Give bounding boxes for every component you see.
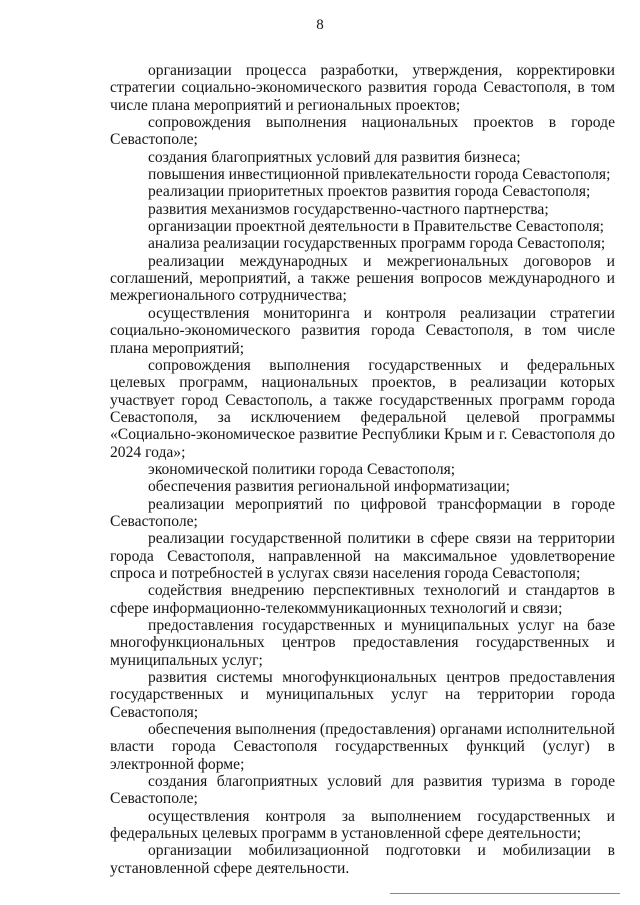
paragraph: сопровождения выполнения государственных и федеральных целевых программ, национальных проектов, в реализации которых участвует город Севастополь, а также государственных программ города Севастополя, за исключением федеральной целевой программы «Социально-экономическое развитие Республики Крым и г. Севастополя до 2024 года»; — [110, 356, 615, 461]
paragraph: содействия внедрению перспективных технологий и стандартов в сфере информационно-телекоммуникационных технологий и связи; — [110, 582, 615, 617]
paragraph: создания благоприятных условий для развития туризма в городе Севастополе; — [110, 773, 615, 808]
paragraph: создания благоприятных условий для развития бизнеса; — [148, 148, 521, 166]
document-body — [110, 62, 615, 877]
paragraph: осуществления контроля за выполнением государственных и федеральных целевых программ в установленной сфере деятельности; — [110, 807, 615, 843]
paragraph: развития системы многофункциональных центров предоставления государственных и муниципальных услуг на территории города Севастополя; — [110, 669, 615, 721]
paragraph: экономической политики города Севастополя; — [148, 460, 456, 478]
footer-divider — [390, 893, 620, 894]
paragraph: развития механизмов государственно-частного партнерства; — [148, 200, 549, 218]
paragraph: реализации приоритетных проектов развития города Севастополя; — [148, 183, 591, 201]
paragraph: повышения инвестиционной привлекательности города Севастополя; — [148, 166, 611, 184]
paragraph: обеспечения выполнения (предоставления) органами исполнительной власти города Севастополя государственных функций (услуг) в электронной форме; — [110, 721, 615, 773]
paragraph: организации проектной деятельности в Правительстве Севастополя; — [148, 218, 604, 236]
page-number: 8 — [316, 17, 324, 33]
paragraph: реализации международных и межрегиональных договоров и соглашений, мероприятий, а также решения вопросов международного и межрегионального сотрудничества; — [110, 252, 615, 305]
paragraph: реализации государственной политики в сфере связи на территории города Севастополя, направленной на максимальное удовлетворение спроса и потребностей в услугах связи населения города Севастополя; — [110, 530, 615, 582]
paragraph: реализации мероприятий по цифровой трансформации в городе Севастополе; — [110, 495, 615, 530]
paragraph: обеспечения развития региональной информатизации; — [148, 478, 510, 496]
paragraph: организации процесса разработки, утверждения, корректировки стратегии социально-экономического развития города Севастополя, в том числе плана мероприятий и региональных проектов; — [110, 62, 615, 114]
paragraph: сопровождения выполнения национальных проектов в городе Севастополе; — [110, 114, 615, 149]
paragraph: предоставления государственных и муниципальных услуг на базе многофункциональных центров предоставления государственных и муниципальных услуг; — [110, 617, 615, 669]
paragraph: осуществления мониторинга и контроля реализации стратегии социально-экономического развития города Севастополя, в том числе плана мероприятий; — [110, 304, 615, 357]
paragraph: организации мобилизационной подготовки и мобилизации в установленной сфере деятельности. — [110, 842, 615, 877]
paragraph: анализа реализации государственных программ города Севастополя; — [148, 235, 606, 253]
